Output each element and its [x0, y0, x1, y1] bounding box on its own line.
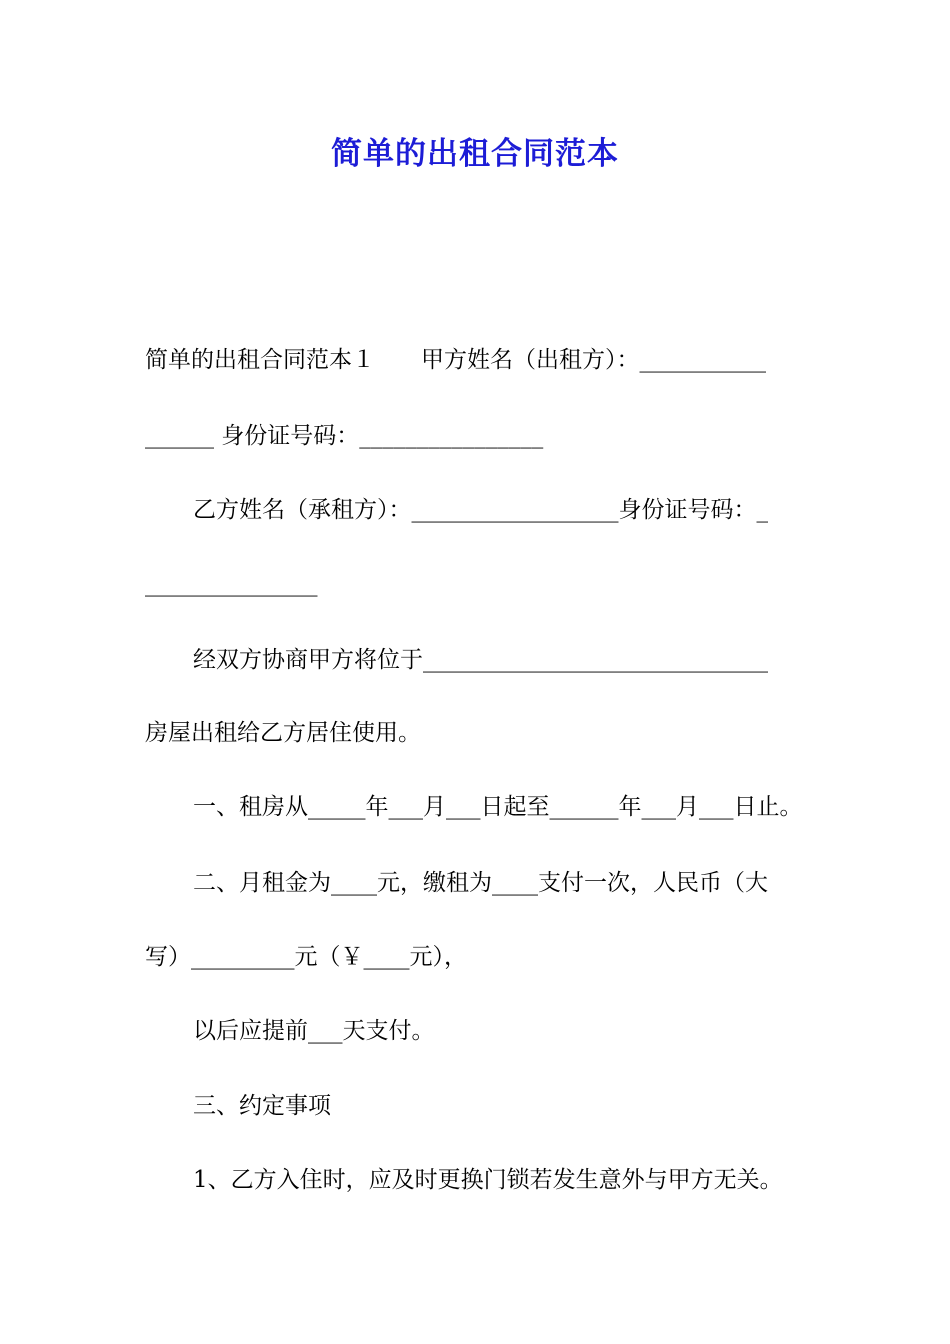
contract-line-party-a-id: ______ 身份证号码：________________	[145, 423, 544, 449]
contract-line-usage: 房屋出租给乙方居住使用。	[145, 720, 421, 746]
document-title: 简单的出租合同范本	[331, 136, 619, 172]
contract-clause-3-item-1: 1、乙方入住时，应及时更换门锁若发生意外与甲方无关。	[193, 1167, 783, 1193]
contract-line-party-b-id: _______________	[145, 571, 318, 597]
contract-clause-2-advance: 以后应提前___天支付。	[193, 1018, 435, 1044]
contract-clause-2: 二、月租金为____元，缴租为____支付一次，人民币（大	[193, 870, 768, 896]
contract-clause-1: 一、租房从_____年___月___日起至______年___月___日止。	[193, 794, 803, 820]
contract-clause-2-amount: 写）_________元（￥____元），	[145, 944, 467, 970]
contract-line-party-b: 乙方姓名（承租方）：__________________身份证号码：_	[193, 497, 768, 523]
contract-clause-3-heading: 三、约定事项	[193, 1093, 331, 1119]
contract-line-party-a: 简单的出租合同范本１ 甲方姓名（出租方）：___________	[145, 347, 766, 373]
contract-line-location: 经双方协商甲方将位于______________________________	[193, 647, 768, 673]
